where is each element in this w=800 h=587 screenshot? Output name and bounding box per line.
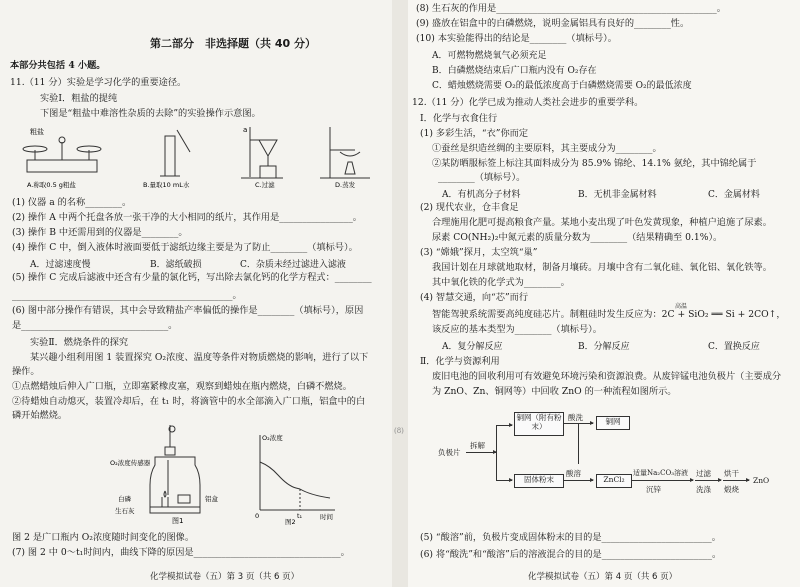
flow-split-label: 拆解 <box>470 441 485 450</box>
q12-s2a: 合理施用化肥可提高粮食产量。某地小麦出现了叶色发黄现象，种植户追施了尿素。 <box>432 217 772 228</box>
q12-p2a: 废旧电池的回收利用可有效避免环境污染和资源浪费。从废锌锰电池负极片（主要成分 <box>432 371 782 382</box>
fig-d-label: D.蒸发 <box>335 181 356 189</box>
flow-arrow-split <box>466 452 496 453</box>
step-2b: 磷开始燃烧。 <box>12 410 68 421</box>
q11-6: (6) 图中部分操作有错误，其中会导致精盐产率偏低的操作是________（填标号），原因 <box>12 305 364 316</box>
flow-zncl2-box: ZnCl₂ <box>596 474 632 488</box>
q12-s1a: ①蚕丝是织造丝绸的主要原料，其主要成分为________。 <box>432 143 662 154</box>
figure-1-caption: 图1 <box>172 517 184 525</box>
salt-label: 粗盐 <box>30 128 44 136</box>
right-footer: 化学模拟试卷（五）第 4 页（共 6 页） <box>528 572 678 582</box>
phosphorus-label: 白磷 <box>118 495 131 503</box>
q12-s4-option-a: A．复分解反应 <box>442 342 503 352</box>
q12-s4-option-b: B．分解反应 <box>578 342 630 352</box>
q12-s1b2: ________（填标号）。 <box>438 172 526 183</box>
fig-c-label: C.过滤 <box>255 181 275 189</box>
exp1-desc: 下图是“粗盐中难溶性杂质的去除”的实验操作示意图。 <box>40 108 261 119</box>
q11-4-option-a: A．过滤速度慢 <box>30 260 91 270</box>
flow-copper2-box: 铜网 <box>596 416 630 430</box>
box-label: 铝盒 <box>205 495 218 503</box>
step-2a: ②待蜡烛自动熄灭，装置冷却后，在 t₁ 时，将滴管中的水全部滴入广口瓶，铝盒中的白 <box>12 396 366 407</box>
lime-label: 生石灰 <box>115 507 135 515</box>
zno-recovery-flow <box>408 400 800 510</box>
flow-copper1-box: 铜网（附有粉末） <box>514 412 564 436</box>
q9: (9) 盛放在铝盒中的白磷燃烧，说明金属铝具有良好的________性。 <box>416 18 690 29</box>
salt-purification-figure <box>15 122 385 192</box>
q11-7: (7) 图 2 中 0～t₁时间内，曲线下降的原因是________________________________。 <box>12 547 350 558</box>
q11-5-blank: ________________________________________________。 <box>12 290 242 301</box>
q12-s4a: 智能驾驶系统需要高纯度硅芯片。制粗硅时发生反应为：2C + SiO₂ ══ Si + 2CO↑， <box>432 309 786 320</box>
filter-drawing <box>241 127 283 178</box>
evaporation-drawing <box>320 127 370 178</box>
flow-end: ZnO <box>753 476 770 485</box>
flow-reagent-label: 适量Na₂CO₃溶液 <box>633 469 689 477</box>
flow-arrow-acid <box>563 480 593 481</box>
flow-wash-down-line <box>578 424 579 464</box>
q11-4-option-b: B．滤纸破损 <box>150 260 202 270</box>
flow-filter2-label: 洗涤 <box>696 485 711 494</box>
q12-s1-option-a: A．有机高分子材料 <box>442 190 521 200</box>
flow-start: 负极片 <box>438 448 461 457</box>
fig2-t1-label: t₁ <box>297 512 303 520</box>
q12-s5: (5) “酸溶”前，负极片变成固体粉末的目的是________________________。 <box>420 532 721 543</box>
fig2-y-label: O₂浓度 <box>262 434 283 442</box>
fig2-x-label: 时间 <box>320 513 333 521</box>
page-gutter <box>392 0 408 587</box>
right-page <box>408 0 800 587</box>
q12-s4b: 该反应的基本类型为________（填标号）。 <box>432 324 602 335</box>
exp1-title: 实验Ⅰ．粗盐的提纯 <box>40 93 118 104</box>
q12-s2: (2) 现代农业，仓丰食足 <box>420 202 519 213</box>
q12-s3a: 我国计划在月球就地取材，制备月壤砖。月壤中含有二氧化硅、氧化铝、氧化铁等。 <box>432 262 772 273</box>
flow-wash-label: 酸洗 <box>568 413 583 422</box>
q12-s3b: 其中氧化铁的化学式为________。 <box>432 277 570 288</box>
q11-4-option-c: C．杂质未经过滤进入滤液 <box>240 260 346 270</box>
fig2-desc: 图 2 是广口瓶内 O₂浓度随时间变化的图像。 <box>12 532 195 543</box>
flow-arrow-copper <box>496 425 512 426</box>
q10-option-b: B．白磷燃烧结束后广口瓶内没有 O₂存在 <box>432 66 597 76</box>
flow-branch-line <box>496 425 497 480</box>
q12-s1b: ②某防晒服标签上标注其面料成分为 85.9% 锦纶、14.1% 氨纶，其中锦纶属于 <box>432 158 757 169</box>
q11-2: (2) 操作 A 中两个托盘各放一张干净的大小相同的纸片，其作用是________________。 <box>12 212 362 223</box>
flow-filter-label: 过滤 <box>696 469 711 478</box>
q12-s2b: 尿素 CO(NH₂)₂中氮元素的质量分数为________（结果精确至 0.1%）。 <box>432 232 723 243</box>
q11-stem: 11.（11 分）实验是学习化学的重要途径。 <box>10 77 187 88</box>
flow-precip-label: 沉锌 <box>646 485 661 494</box>
step-1: ①点燃蜡烛后伸入广口瓶，立即塞紧橡皮塞，观察到蜡烛在瓶内燃烧，白磷不燃烧。 <box>12 381 352 392</box>
q10-option-a: A．可燃物燃烧氧气必须充足 <box>432 51 547 61</box>
flow-solid-box: 固体粉末 <box>514 474 564 488</box>
fig2-origin-label: 0 <box>255 512 260 520</box>
intro-text: 本部分共包括 4 小题。 <box>10 60 106 71</box>
left-page <box>0 0 392 587</box>
cylinder-drawing <box>160 130 190 176</box>
section-title: 第二部分 非选择题（共 40 分） <box>150 37 316 50</box>
flow-arrow-filter <box>695 480 721 481</box>
fig-a-label: A.称取0.5 g粗盐 <box>27 181 76 189</box>
q11-5: (5) 操作 C 完成后滤液中还含有少量的氯化钙，写出除去氯化钙的化学方程式：________ <box>12 272 372 283</box>
fig-b-label: B.量取10 mL水 <box>143 181 190 189</box>
flow-dry2-label: 煅烧 <box>724 485 739 494</box>
q12-s1-option-b: B．无机非金属材料 <box>578 190 657 200</box>
q12-part1: Ⅰ．化学与衣食住行 <box>420 113 498 124</box>
figure-1-apparatus <box>110 425 240 525</box>
q12-s1: (1) 多彩生活，“衣”你而定 <box>420 128 529 139</box>
q12-s6: (6) 将“酸洗”和“酸溶”后的溶液混合的目的是________________________。 <box>420 549 722 560</box>
exp2-desc1: 某兴趣小组利用图 1 装置探究 O₂浓度、温度等条件对物质燃烧的影响，进行了以下 <box>30 352 369 363</box>
q12-p2b: 为 ZnO、Zn、铜网等）中回收 ZnO 的一种流程如图所示。 <box>432 386 677 397</box>
q8: (8) 生石灰的作用是________________________________________________。 <box>416 3 726 14</box>
figure-2-curve <box>250 430 340 525</box>
figure-2-caption: 图2 <box>285 518 296 525</box>
flow-arrow-precip <box>631 480 693 481</box>
q12-s4-option-c: C．置换反应 <box>708 342 760 352</box>
q12-s4: (4) 智慧交通，向“芯”而行 <box>420 292 529 303</box>
flow-arrow-dry <box>723 480 749 481</box>
tag-a-label: a <box>243 126 248 134</box>
q12-stem: 12.（11 分）化学已成为推动人类社会进步的重要学科。 <box>412 97 644 108</box>
exp2-title: 实验Ⅱ．燃烧条件的探究 <box>30 337 129 348</box>
q12-part2: Ⅱ．化学与资源利用 <box>420 356 500 367</box>
q11-6b: 是________________________________。 <box>12 320 178 331</box>
left-footer: 化学模拟试卷（五）第 3 页（共 6 页） <box>150 572 300 582</box>
q11-3: (3) 操作 B 中还需用到的仪器是________。 <box>12 227 188 238</box>
q11-4: (4) 操作 C 中，倒入液体时液面要低于滤纸边缘主要是为了防止________（填标号）。 <box>12 242 358 253</box>
q10-option-c: C．蜡烛燃烧需要 O₂的最低浓度高于白磷燃烧需要 O₂的最低浓度 <box>432 81 692 91</box>
flow-arrow-solid <box>496 480 512 481</box>
q10: (10) 本实验能得出的结论是________（填标号）。 <box>416 33 617 44</box>
exp2-desc2: 操作。 <box>12 366 40 377</box>
flow-dry-label: 烘干 <box>724 469 739 478</box>
q12-s3: (3) “嫦娥”探月，太空筑“巢” <box>420 247 538 258</box>
q11-1: (1) 仪器 a 的名称________。 <box>12 197 132 208</box>
side-mark: (8) <box>394 427 404 435</box>
flow-acid-label: 酸溶 <box>566 469 581 478</box>
sensor-label: O₂浓度传感器 <box>110 459 151 467</box>
q12-s4-condition: 高温 <box>675 303 688 310</box>
q12-s1-option-c: C．金属材料 <box>708 190 760 200</box>
balance-drawing <box>23 137 101 172</box>
